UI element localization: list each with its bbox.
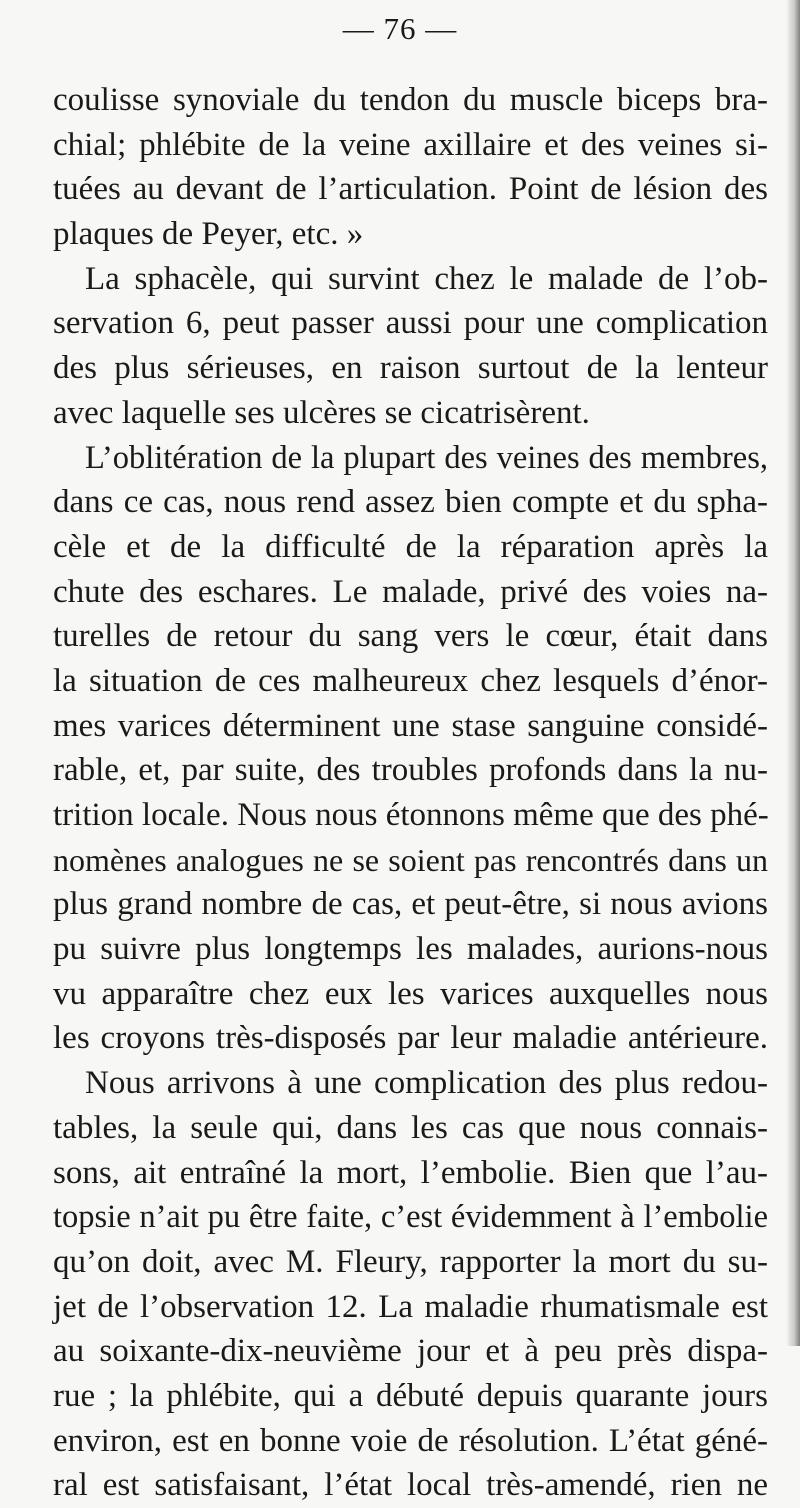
text-line: rable, et, par suite, des troubles profonds dans la nu-: [53, 752, 768, 789]
page-number: — 76 —: [342, 11, 458, 46]
text-line: les croyons très-disposés par leur maladie antérieure.: [53, 1020, 768, 1057]
text-line: sons, ait entraîné la mort, l’embolie. Bien que l’au-: [53, 1154, 768, 1191]
text-line: chial; phlébite de la veine axillaire et des veines si-: [53, 126, 768, 163]
text-line: plaques de Peyer, etc. »: [53, 216, 364, 253]
body-text: [53, 78, 768, 1508]
text-line: chute des eschares. Le malade, privé des voies na-: [53, 573, 768, 610]
text-line: la situation de ces malheureux chez lesquels d’énor-: [53, 662, 768, 699]
text-line: mes varices déterminent une stase sanguine considé-: [53, 707, 768, 744]
text-line: rue ; la phlébite, qui a débuté depuis quarante jours: [53, 1377, 768, 1414]
text-line: pu suivre plus longtemps les malades, aurions-nous: [53, 931, 768, 968]
text-line: coulisse synoviale du tendon du muscle biceps bra-: [53, 82, 768, 118]
text-line: des plus sérieuses, en raison surtout de la lenteur: [53, 350, 768, 387]
text-line: dans ce cas, nous rend assez bien compte et du spha-: [53, 484, 768, 521]
text-line: La sphacèle, qui survint chez le malade de l’ob-: [85, 260, 768, 297]
text-line: tables, la seule qui, dans les cas que nous connais-: [53, 1109, 768, 1146]
text-line: cèle et de la difficulté de la réparation après la: [53, 528, 768, 565]
text-line: environ, est en bonne voie de résolution. L’état géné-: [53, 1422, 768, 1459]
text-line: vu apparaître chez eux les varices auxquelles nous: [53, 975, 768, 1012]
text-line: nomènes analogues ne se soient pas rencontrés dans un: [53, 841, 768, 878]
text-line: servation 6, peut passer aussi pour une complication: [53, 305, 768, 342]
text-line: jet de l’observation 12. La maladie rhumatismale est: [53, 1288, 768, 1325]
text-line: L’oblitération de la plupart des veines des membres,: [85, 439, 768, 476]
page-edge-shadow: [786, 0, 800, 1346]
text-line: avec laquelle ses ulcères se cicatrisèrent.: [53, 394, 590, 431]
text-line: topsie n’ait pu être faite, c’est évidemment à l’embolie: [53, 1199, 768, 1236]
text-line: tuées au devant de l’articulation. Point de lésion des: [53, 171, 768, 208]
text-line: turelles de retour du sang vers le cœur, était dans: [53, 618, 768, 655]
text-line: qu’on doit, avec M. Fleury, rapporter la mort du su-: [53, 1243, 768, 1280]
text-line: ral est satisfaisant, l’état local très-amendé, rien ne: [53, 1467, 768, 1504]
text-line: plus grand nombre de cas, et peut-être, si nous avions: [53, 886, 768, 923]
text-line: trition locale. Nous nous étonnons même que des phé-: [53, 797, 769, 833]
text-line: Nous arrivons à une complication des plus redou-: [85, 1065, 768, 1102]
text-line: au soixante-dix-neuvième jour et à peu près dispa-: [53, 1333, 768, 1370]
